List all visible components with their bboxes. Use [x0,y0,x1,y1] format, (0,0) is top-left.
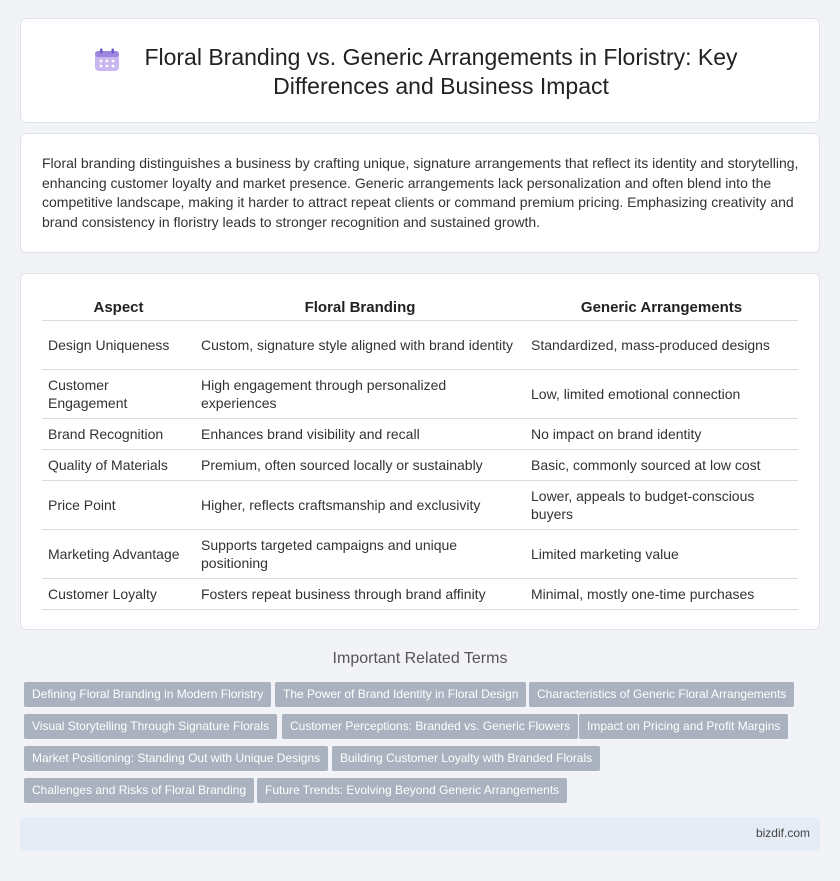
table-header-row [42,294,798,321]
related-tag[interactable]: Defining Floral Branding in Modern Floristry [24,682,271,707]
related-tag[interactable]: Customer Perceptions: Branded vs. Generic Flowers [282,714,578,739]
related-tag[interactable]: Impact on Pricing and Profit Margins [579,714,788,739]
related-tag[interactable]: Challenges and Risks of Floral Branding [24,778,254,803]
table-row [42,579,798,610]
comparison-card [20,273,820,630]
header-generic-arrangements: Generic Arrangements [525,294,798,321]
table-cell: Supports targeted campaigns and unique positioning [195,530,525,579]
table-cell: Brand Recognition [42,419,195,450]
table-cell: Customer Engagement [42,370,195,419]
intro-card [20,133,820,253]
intro-paragraph: Floral branding distinguishes a business by crafting unique, signature arrangements that reflect its identity and storytelling, enhancing customer loyalty and market presence. Generic arrangements lack personalization and often blend into the competitive landscape, making it harder to attract repeat clients or command premium pricing. Emphasizing creativity and brand consistency in floristry leads to stronger recognition and sustained growth. [42,155,799,230]
table-row [42,321,798,370]
related-tag[interactable]: Market Positioning: Standing Out with Unique Designs [24,746,328,771]
related-tag[interactable]: Future Trends: Evolving Beyond Generic Arrangements [257,778,567,803]
table-cell: Price Point [42,481,195,530]
table-cell: High engagement through personalized experiences [195,370,525,419]
table-row [42,530,798,579]
related-terms-heading: Important Related Terms [332,650,508,667]
table-cell: Customer Loyalty [42,579,195,610]
related-tag[interactable]: Building Customer Loyalty with Branded Florals [332,746,600,771]
footer-site-link[interactable]: bizdif.com [755,826,810,840]
table-cell: Standardized, mass-produced designs [525,321,798,370]
title-card [20,18,820,123]
table-cell: Design Uniqueness [42,321,195,370]
footer-bar [20,817,820,851]
related-tag[interactable]: Visual Storytelling Through Signature Florals [24,714,277,739]
table-cell: Higher, reflects craftsmanship and exclusivity [195,481,525,530]
related-tag[interactable]: Characteristics of Generic Floral Arrangements [529,682,794,707]
table-cell: Enhances brand visibility and recall [195,419,525,450]
table-cell: Low, limited emotional connection [525,370,798,419]
comparison-table [42,294,798,610]
page-title: Floral Branding vs. Generic Arrangements in Floristry: Key Differences and Business Impact [144,44,738,99]
table-cell: Quality of Materials [42,450,195,481]
table-cell: Marketing Advantage [42,530,195,579]
table-cell: Lower, appeals to budget-conscious buyers [525,481,798,530]
header-floral-branding: Floral Branding [195,294,525,321]
related-tag[interactable]: The Power of Brand Identity in Floral Design [275,682,526,707]
table-cell: Fosters repeat business through brand affinity [195,579,525,610]
header-aspect: Aspect [42,294,195,321]
table-cell: Premium, often sourced locally or sustainably [195,450,525,481]
table-cell: Basic, commonly sourced at low cost [525,450,798,481]
table-row [42,481,798,530]
table-cell: No impact on brand identity [525,419,798,450]
table-cell: Limited marketing value [525,530,798,579]
table-row [42,450,798,481]
table-cell: Custom, signature style aligned with brand identity [195,321,525,370]
table-row [42,419,798,450]
table-row [42,370,798,419]
table-cell: Minimal, mostly one-time purchases [525,579,798,610]
